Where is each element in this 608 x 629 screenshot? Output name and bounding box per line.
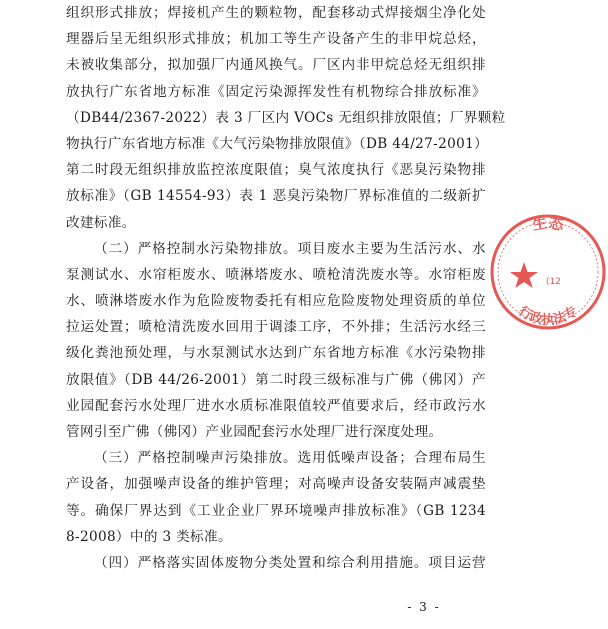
text-line: 产设备，加强噪声设备的维护管理；对高噪声设备安装隔声减震垫 [66, 476, 486, 493]
text-line: 组织形式排放；焊接机产生的颗粒物，配套移动式焊接烟尘净化处 [66, 5, 486, 21]
official-seal-icon [488, 212, 608, 332]
text-line: 未被收集部分，拟加强厂内通风换气。厂区内非甲烷总烃无组织排 [66, 57, 486, 74]
body-text [66, 0, 506, 576]
text-line: 管网引至广佛（佛冈）产业园配套污水处理厂进行深度处理。 [66, 424, 443, 440]
text-line: 理器后呈无组织形式排放；机加工等生产设备产生的非甲烷总烃， [66, 31, 486, 48]
paragraph-heading-line: （二）严格控制水污染物排放。项目废水主要为生活污水、水 [94, 240, 486, 257]
text-line: 放限值》（DB 44/26-2001）第二时段三级标准与广佛（佛冈）产 [66, 371, 486, 388]
text-line: 放标准》（GB 14554-93）表 1 恶臭污染物厂界标准值的二级新扩 [66, 188, 486, 205]
text-line: 8-2008）中的 3 类标准。 [66, 528, 232, 545]
paragraph-heading-line: （四）严格落实固体废物分类处置和综合利用措施。项目运营 [94, 554, 486, 571]
text-line: 第二时段无组织排放监控浓度限值；臭气浓度执行《恶臭污染物排 [66, 162, 486, 179]
seal-serial: (12 [546, 277, 561, 287]
text-line: （DB44/2367-2022）表 3 厂区内 VOCs 无组织排放限值；厂界颗粒 [66, 109, 506, 126]
text-line: 改建标准。 [66, 214, 136, 231]
text-line: 物执行广东省地方标准《大气污染物排放限值》（DB 44/27-2001） [66, 135, 489, 152]
seal-star-icon [510, 262, 538, 288]
paragraph-heading-line: （三）严格控制噪声污染排放。选用低噪声设备；合理布局生 [94, 450, 486, 467]
text-line: 泵测试水、水帘柜废水、喷淋塔废水、喷枪清洗废水等。水帘柜废 [66, 266, 486, 283]
text-line: 业园配套污水处理厂进水水质标准限值较严值要求后，经市政污水 [66, 397, 486, 414]
text-line: 拉运处置；喷枪清洗废水回用于调漆工序，不外排；生活污水经三 [66, 319, 486, 336]
seal-bottom-text: 行政执法专 [515, 304, 581, 328]
seal-top-text: 生态 [530, 213, 566, 234]
text-line: 等。确保厂界达到《工业企业厂界环境噪声排放标准》（GB 1234 [66, 502, 486, 519]
page-number: - 3 - [407, 600, 441, 614]
text-line: 级化粪池预处理，与水泵测试水达到广东省地方标准《水污染物排 [66, 345, 486, 362]
text-line: 水、喷淋塔废水作为危险废物委托有相应危险废物处理资质的单位 [66, 293, 486, 310]
text-line: 放执行广东省地方标准《固定污染源挥发性有机物综合排放标准》 [66, 83, 486, 100]
